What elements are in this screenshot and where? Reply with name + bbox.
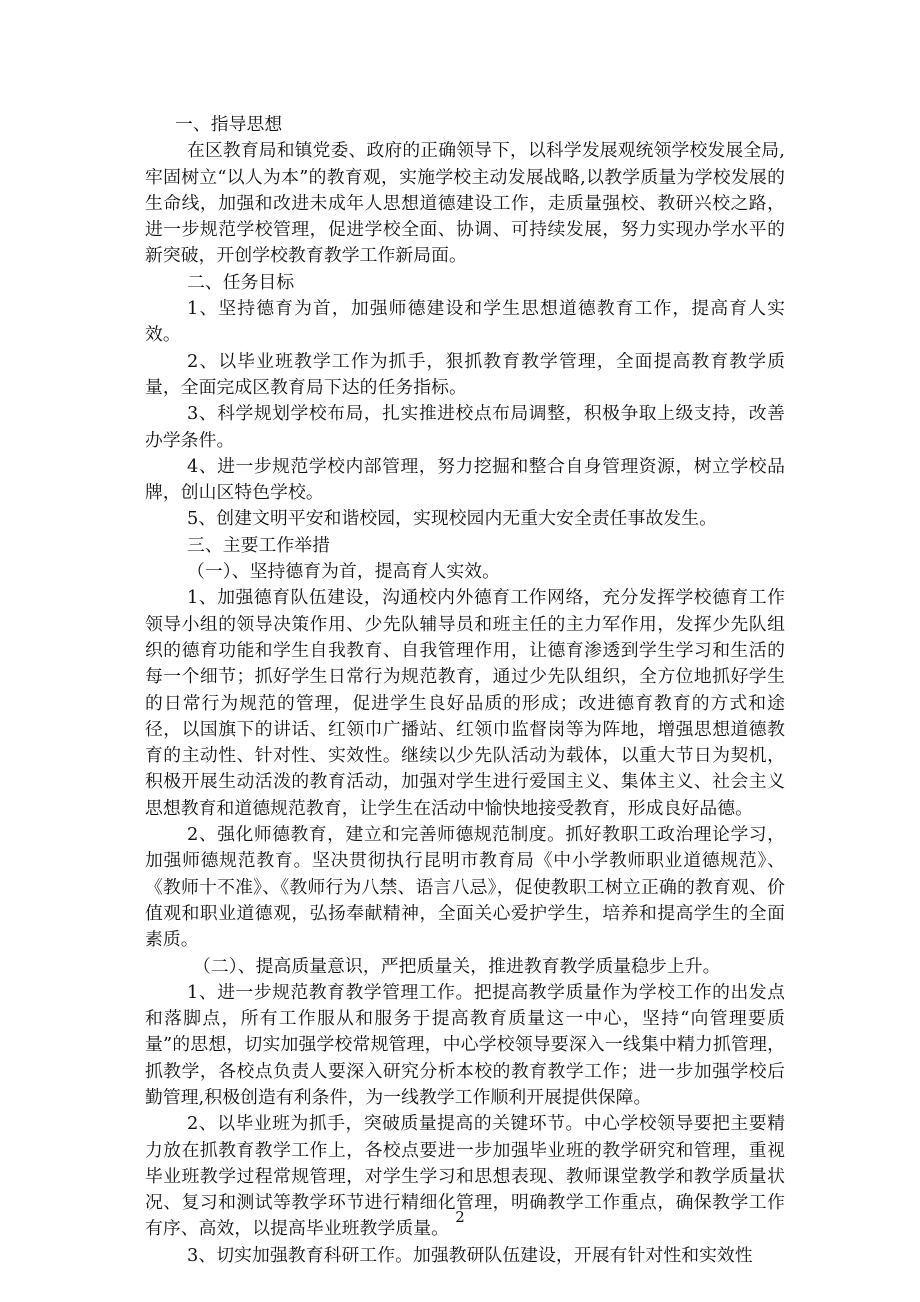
body-paragraph: 2、以毕业班为抓手，突破质量提高的关键环节。中心学校领导要把主要精力放在抓教育教学工作上，各校点要进一步加强毕业班的教学研究和管理，重视毕业班教学过程常规管理，对学生学习和思想表现、教师课堂教学和教学质量状况、复习和测试等教学环节进行精细化管理，明确教学工作重点，确保教学工作有序、高效，以提高毕业班教学质量。 [145,1113,785,1240]
body-paragraph: 2、以毕业班教学工作为抓手，狠抓教育教学管理，全面提高教育教学质量，全面完成区教育局下达的任务指标。 [145,350,785,398]
body-paragraph: 在区教育局和镇党委、政府的正确领导下，以科学发展观统领学校发展全局,牢固树立“以人为本”的教育观，实施学校主动发展战略,以教学质量为学校发展的生命线，加强和改进未成年人思想道德建设工作，走质量强校、教研兴校之路，进一步规范学校管理，促进学校全面、协调、可持续发展，努力实现办学水平的新突破，开创学校教育教学工作新局面。 [145,140,785,267]
body-paragraph: 3、科学规划学校布局，扎实推进校点布局调整，积极争取上级支持，改善办学条件。 [145,403,785,451]
body-paragraph: 1、进一步规范教育教学管理工作。把提高教学质量作为学校工作的出发点和落脚点，所有工作服从和服务于提高教育质量这一中心，坚持“向管理要质量”的思想，切实加强学校常规管理，中心学校领导要深入一线集中精力抓管理，抓教学，各校点负责人要深入研究分析本校的教育教学工作；进一步加强学校后勤管理,积极创造有利条件，为一线教学工作顺利开展提供保障。 [145,981,785,1108]
body-paragraph: 3、切实加强教育科研工作。加强教研队伍建设，开展有针对性和实效性 [187,1244,753,1266]
document-body [145,112,785,1269]
body-paragraph: 5、创建文明平安和谐校园，实现校园内无重大安全责任事故发生。 [187,508,717,530]
page-number: 2 [455,1208,465,1226]
section-heading: 一、指导思想 [175,114,283,135]
body-paragraph: 2、强化师德教育，建立和完善师德规范制度。抓好教职工政治理论学习，加强师德规范教育。坚决贯彻执行昆明市教育局《中小学教师职业道德规范》、《教师十不准》、《教师行为八禁、语言八忌》，促使教职工树立正确的教育观、价值观和职业道德观，弘扬奉献精神，全面关心爱护学生，培养和提高学生的全面素质。 [145,824,785,951]
body-paragraph: 1、坚持德育为首，加强师德建设和学生思想道德教育工作，提高育人实效。 [145,298,785,346]
section-heading: （二）、提高质量意识，严把质量关，推进教育教学质量稳步上升。 [193,955,721,977]
body-paragraph: 4、进一步规范学校内部管理，努力挖掘和整合自身管理资源，树立学校品牌，创山区特色学校。 [145,455,785,504]
body-paragraph: 1、加强德育队伍建设，沟通校内外德育工作网络，充分发挥学校德育工作领导小组的领导决策作用、少先队辅导员和班主任的主力军作用，发挥少先队组织的德育功能和学生自我教育、自我管理作用，让德育渗透到学生学习和生活的每一个细节；抓好学生日常行为规范教育，通过少先队组织，全方位地抓好学生的日常行为规范的管理，促进学生良好品质的形成；改进德育教育的方式和途径，以国旗下的讲话、红领巾广播站、红领巾监督岗等为阵地，增强思想道德教育的主动性、针对性、实效性。继续以少先队活动为载体，以重大节日为契机，积极开展生动活泼的教育活动，加强对学生进行爱国主义、集体主义、社会主义思想教育和道德规范教育，让学生在活动中愉快地接受教育，形成良好品德。 [145,587,785,819]
section-heading: 三、主要工作举措 [187,534,331,556]
body-paragraph: （一）、坚持德育为首，提高育人实效。 [187,561,500,583]
section-heading: 二、任务目标 [187,271,295,293]
